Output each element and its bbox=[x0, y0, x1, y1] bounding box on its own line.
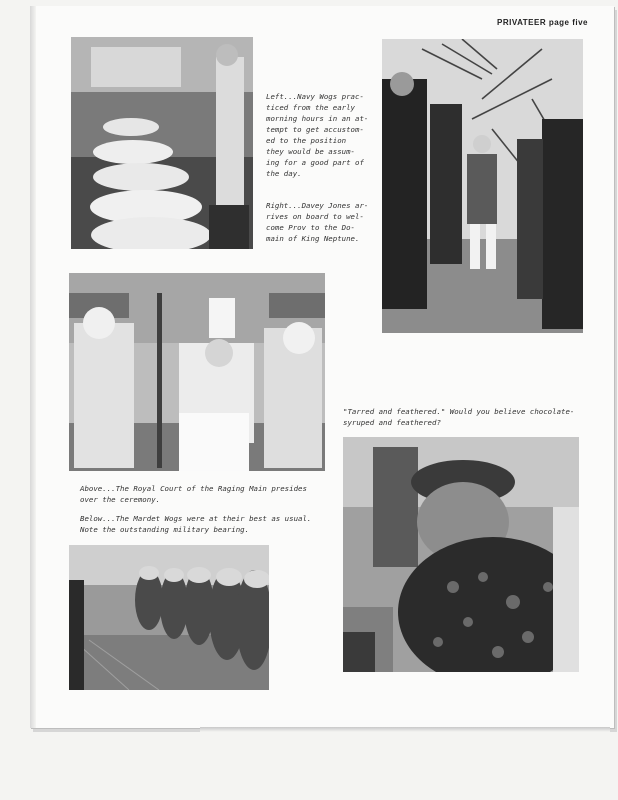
caption-royal-court: Above...The Royal Court of the Raging Main presides over the ceremony. bbox=[80, 484, 307, 504]
caption-tarred-feathered: "Tarred and feathered." Would you believe chocolate- syruped and feathered? bbox=[343, 407, 575, 427]
caption-mardet-wogs: Below...The Mardet Wogs were at their best as usual. Note the outstanding military bearing. bbox=[80, 514, 312, 534]
page-binding bbox=[30, 6, 36, 728]
caption-wogs-practicing: Left...Navy Wogs prac- ticed from the early morning hours in an at- tempt to get accustom- ed to the position they would be assum- ing for a good part of the day. bbox=[266, 92, 369, 178]
page-header: PRIVATEER page five bbox=[497, 18, 588, 27]
photo-mardet-wogs bbox=[69, 545, 269, 690]
photo-davey-jones-arrival bbox=[382, 39, 583, 333]
photo-wogs-practicing bbox=[71, 37, 253, 249]
caption-top-left bbox=[266, 80, 378, 265]
caption-davey-jones: Right...Davey Jones ar- rives on board to wel- come Prov to the Do- main of King Neptune. bbox=[266, 201, 369, 243]
page-shadow bbox=[200, 727, 610, 732]
photo-tarred-feathered bbox=[343, 437, 579, 672]
photo-royal-court bbox=[69, 273, 325, 471]
